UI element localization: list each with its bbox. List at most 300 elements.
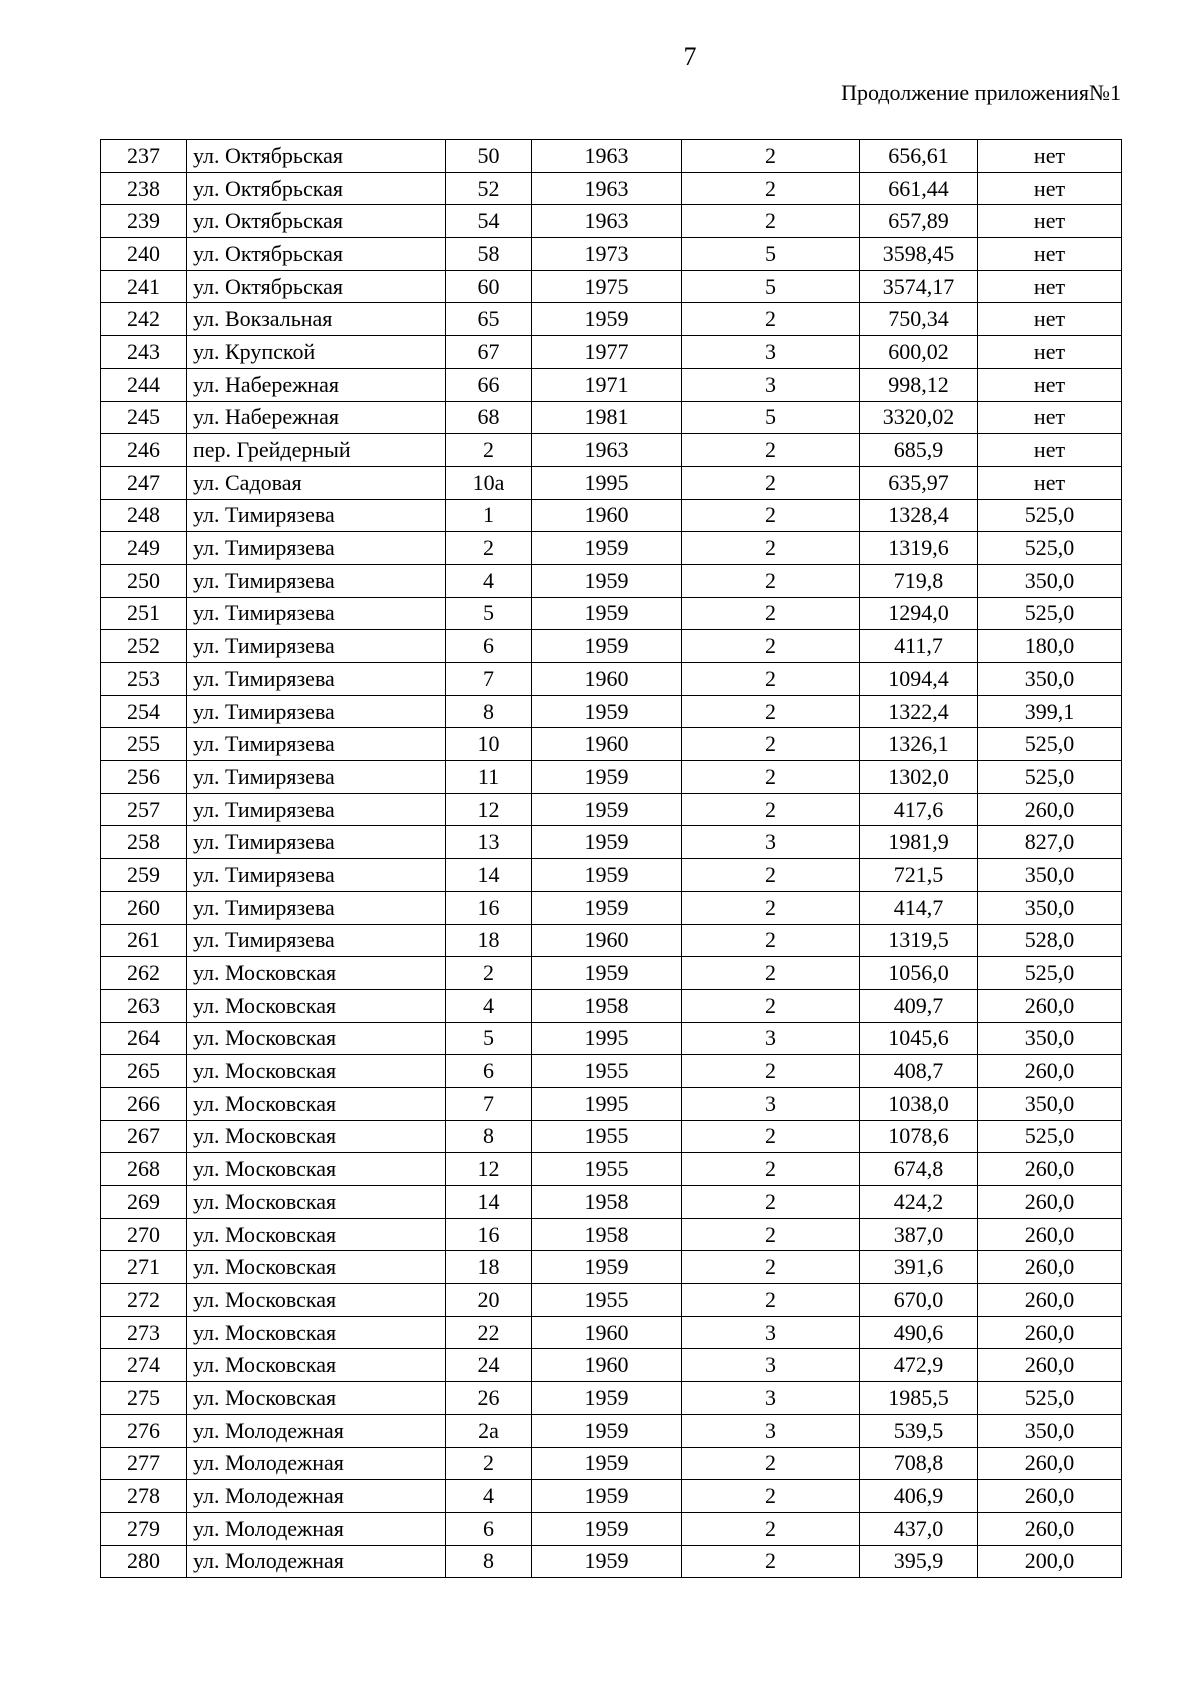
table-row <box>101 466 1122 499</box>
cell-extra: 260,0 <box>978 1153 1122 1186</box>
cell-extra: 399,1 <box>978 695 1122 728</box>
cell-street: ул. Молодежная <box>187 1414 446 1447</box>
cell-house: 5 <box>446 1022 532 1055</box>
cell-number: 240 <box>101 238 187 271</box>
cell-area: 600,02 <box>860 336 978 369</box>
cell-number: 256 <box>101 761 187 794</box>
cell-floors: 2 <box>682 695 860 728</box>
cell-extra: нет <box>978 270 1122 303</box>
cell-floors: 3 <box>682 1414 860 1447</box>
cell-street: ул. Октябрьская <box>187 205 446 238</box>
cell-year: 1960 <box>532 728 682 761</box>
cell-floors: 5 <box>682 238 860 271</box>
cell-year: 1958 <box>532 989 682 1022</box>
cell-house: 12 <box>446 1153 532 1186</box>
cell-house: 66 <box>446 368 532 401</box>
table-row <box>101 1382 1122 1415</box>
cell-street: ул. Набережная <box>187 401 446 434</box>
cell-floors: 2 <box>682 1251 860 1284</box>
cell-house: 26 <box>446 1382 532 1415</box>
cell-number: 254 <box>101 695 187 728</box>
table-row <box>101 303 1122 336</box>
cell-number: 247 <box>101 466 187 499</box>
table-row <box>101 695 1122 728</box>
cell-number: 255 <box>101 728 187 761</box>
cell-area: 685,9 <box>860 434 978 467</box>
cell-floors: 2 <box>682 1153 860 1186</box>
cell-street: ул. Московская <box>187 957 446 990</box>
cell-floors: 2 <box>682 891 860 924</box>
cell-floors: 2 <box>682 564 860 597</box>
cell-year: 1955 <box>532 1153 682 1186</box>
cell-area: 657,89 <box>860 205 978 238</box>
cell-year: 1981 <box>532 401 682 434</box>
cell-number: 278 <box>101 1480 187 1513</box>
cell-year: 1959 <box>532 303 682 336</box>
cell-house: 60 <box>446 270 532 303</box>
cell-house: 20 <box>446 1284 532 1317</box>
cell-number: 275 <box>101 1382 187 1415</box>
cell-area: 1319,6 <box>860 532 978 565</box>
cell-area: 998,12 <box>860 368 978 401</box>
cell-area: 1322,4 <box>860 695 978 728</box>
table-row <box>101 1120 1122 1153</box>
cell-extra: 260,0 <box>978 1349 1122 1382</box>
cell-house: 1 <box>446 499 532 532</box>
cell-area: 3320,02 <box>860 401 978 434</box>
cell-floors: 2 <box>682 172 860 205</box>
cell-floors: 2 <box>682 1120 860 1153</box>
cell-street: ул. Крупской <box>187 336 446 369</box>
cell-number: 280 <box>101 1545 187 1578</box>
cell-extra: 200,0 <box>978 1545 1122 1578</box>
table-row <box>101 172 1122 205</box>
cell-area: 490,6 <box>860 1316 978 1349</box>
table-row <box>101 1447 1122 1480</box>
cell-area: 708,8 <box>860 1447 978 1480</box>
cell-house: 2 <box>446 957 532 990</box>
cell-floors: 3 <box>682 1316 860 1349</box>
cell-floors: 2 <box>682 1512 860 1545</box>
cell-year: 1959 <box>532 1545 682 1578</box>
cell-area: 3598,45 <box>860 238 978 271</box>
cell-year: 1955 <box>532 1120 682 1153</box>
cell-house: 13 <box>446 826 532 859</box>
cell-house: 8 <box>446 1545 532 1578</box>
cell-street: пер. Грейдерный <box>187 434 446 467</box>
cell-extra: 260,0 <box>978 1447 1122 1480</box>
cell-area: 719,8 <box>860 564 978 597</box>
cell-number: 261 <box>101 924 187 957</box>
cell-floors: 3 <box>682 826 860 859</box>
cell-area: 3574,17 <box>860 270 978 303</box>
cell-street: ул. Московская <box>187 1316 446 1349</box>
cell-area: 670,0 <box>860 1284 978 1317</box>
cell-area: 1328,4 <box>860 499 978 532</box>
cell-street: ул. Тимирязева <box>187 891 446 924</box>
cell-street: ул. Садовая <box>187 466 446 499</box>
cell-house: 24 <box>446 1349 532 1382</box>
cell-year: 1963 <box>532 140 682 173</box>
cell-house: 16 <box>446 1218 532 1251</box>
table-row <box>101 1218 1122 1251</box>
table-row <box>101 989 1122 1022</box>
cell-house: 14 <box>446 859 532 892</box>
cell-number: 265 <box>101 1055 187 1088</box>
cell-house: 10 <box>446 728 532 761</box>
cell-extra: 525,0 <box>978 1120 1122 1153</box>
cell-street: ул. Московская <box>187 989 446 1022</box>
cell-street: ул. Московская <box>187 1284 446 1317</box>
cell-number: 241 <box>101 270 187 303</box>
cell-year: 1959 <box>532 597 682 630</box>
cell-year: 1959 <box>532 761 682 794</box>
cell-floors: 2 <box>682 434 860 467</box>
cell-extra: 525,0 <box>978 1382 1122 1415</box>
table-row <box>101 564 1122 597</box>
cell-street: ул. Тимирязева <box>187 564 446 597</box>
cell-floors: 2 <box>682 532 860 565</box>
cell-street: ул. Московская <box>187 1218 446 1251</box>
cell-floors: 2 <box>682 1447 860 1480</box>
cell-year: 1959 <box>532 891 682 924</box>
cell-floors: 5 <box>682 270 860 303</box>
cell-number: 279 <box>101 1512 187 1545</box>
cell-floors: 3 <box>682 1349 860 1382</box>
table-row <box>101 663 1122 696</box>
cell-extra: 350,0 <box>978 663 1122 696</box>
cell-street: ул. Октябрьская <box>187 172 446 205</box>
cell-area: 472,9 <box>860 1349 978 1382</box>
cell-house: 52 <box>446 172 532 205</box>
cell-extra: 260,0 <box>978 1512 1122 1545</box>
cell-extra: 260,0 <box>978 1218 1122 1251</box>
cell-extra: 350,0 <box>978 1087 1122 1120</box>
cell-number: 263 <box>101 989 187 1022</box>
cell-floors: 2 <box>682 499 860 532</box>
cell-floors: 2 <box>682 205 860 238</box>
table-row <box>101 1316 1122 1349</box>
cell-extra: нет <box>978 205 1122 238</box>
table-row <box>101 1284 1122 1317</box>
cell-extra: 260,0 <box>978 1316 1122 1349</box>
cell-area: 674,8 <box>860 1153 978 1186</box>
cell-extra: 525,0 <box>978 499 1122 532</box>
cell-year: 1959 <box>532 957 682 990</box>
cell-house: 7 <box>446 663 532 696</box>
cell-year: 1955 <box>532 1284 682 1317</box>
cell-year: 1959 <box>532 859 682 892</box>
table-row <box>101 368 1122 401</box>
cell-number: 237 <box>101 140 187 173</box>
cell-number: 257 <box>101 793 187 826</box>
table-row <box>101 761 1122 794</box>
cell-floors: 3 <box>682 1382 860 1415</box>
cell-area: 539,5 <box>860 1414 978 1447</box>
cell-number: 242 <box>101 303 187 336</box>
table-row <box>101 1512 1122 1545</box>
cell-extra: 525,0 <box>978 532 1122 565</box>
cell-floors: 2 <box>682 466 860 499</box>
cell-floors: 2 <box>682 597 860 630</box>
table-row <box>101 826 1122 859</box>
cell-house: 18 <box>446 1251 532 1284</box>
cell-extra: нет <box>978 140 1122 173</box>
cell-street: ул. Тимирязева <box>187 695 446 728</box>
table-row <box>101 1414 1122 1447</box>
cell-house: 4 <box>446 1480 532 1513</box>
cell-year: 1959 <box>532 793 682 826</box>
cell-extra: нет <box>978 368 1122 401</box>
cell-floors: 2 <box>682 140 860 173</box>
cell-area: 408,7 <box>860 1055 978 1088</box>
cell-extra: 260,0 <box>978 1251 1122 1284</box>
cell-area: 391,6 <box>860 1251 978 1284</box>
cell-street: ул. Тимирязева <box>187 761 446 794</box>
cell-street: ул. Тимирязева <box>187 499 446 532</box>
cell-year: 1960 <box>532 1349 682 1382</box>
cell-extra: нет <box>978 303 1122 336</box>
table-row <box>101 728 1122 761</box>
cell-floors: 2 <box>682 793 860 826</box>
cell-street: ул. Молодежная <box>187 1447 446 1480</box>
cell-year: 1959 <box>532 1414 682 1447</box>
cell-year: 1963 <box>532 172 682 205</box>
cell-year: 1959 <box>532 695 682 728</box>
cell-year: 1955 <box>532 1055 682 1088</box>
cell-year: 1995 <box>532 1022 682 1055</box>
cell-extra: 525,0 <box>978 957 1122 990</box>
cell-area: 1985,5 <box>860 1382 978 1415</box>
cell-extra: 260,0 <box>978 793 1122 826</box>
cell-number: 272 <box>101 1284 187 1317</box>
cell-extra: нет <box>978 466 1122 499</box>
cell-extra: 350,0 <box>978 891 1122 924</box>
cell-floors: 2 <box>682 728 860 761</box>
cell-number: 249 <box>101 532 187 565</box>
cell-extra: нет <box>978 336 1122 369</box>
table-row <box>101 205 1122 238</box>
table-row <box>101 793 1122 826</box>
cell-area: 661,44 <box>860 172 978 205</box>
cell-house: 58 <box>446 238 532 271</box>
cell-year: 1960 <box>532 499 682 532</box>
cell-year: 1959 <box>532 1512 682 1545</box>
cell-extra: 350,0 <box>978 859 1122 892</box>
cell-street: ул. Тимирязева <box>187 728 446 761</box>
cell-number: 267 <box>101 1120 187 1153</box>
cell-house: 2а <box>446 1414 532 1447</box>
cell-area: 387,0 <box>860 1218 978 1251</box>
cell-year: 1959 <box>532 1382 682 1415</box>
cell-floors: 3 <box>682 368 860 401</box>
cell-street: ул. Молодежная <box>187 1512 446 1545</box>
cell-house: 50 <box>446 140 532 173</box>
cell-number: 259 <box>101 859 187 892</box>
cell-street: ул. Московская <box>187 1153 446 1186</box>
cell-floors: 2 <box>682 1545 860 1578</box>
cell-area: 395,9 <box>860 1545 978 1578</box>
cell-floors: 3 <box>682 336 860 369</box>
cell-house: 14 <box>446 1186 532 1219</box>
table-row <box>101 1087 1122 1120</box>
table-row <box>101 336 1122 369</box>
cell-extra: 260,0 <box>978 1284 1122 1317</box>
cell-house: 12 <box>446 793 532 826</box>
table-row <box>101 1022 1122 1055</box>
table-row <box>101 434 1122 467</box>
table-row <box>101 499 1122 532</box>
cell-number: 238 <box>101 172 187 205</box>
table-row <box>101 1251 1122 1284</box>
cell-area: 750,34 <box>860 303 978 336</box>
cell-area: 1302,0 <box>860 761 978 794</box>
table-row <box>101 1480 1122 1513</box>
cell-street: ул. Вокзальная <box>187 303 446 336</box>
cell-area: 424,2 <box>860 1186 978 1219</box>
cell-floors: 2 <box>682 663 860 696</box>
cell-year: 1963 <box>532 434 682 467</box>
cell-area: 1045,6 <box>860 1022 978 1055</box>
table-row <box>101 1349 1122 1382</box>
cell-floors: 3 <box>682 1022 860 1055</box>
cell-floors: 5 <box>682 401 860 434</box>
cell-area: 1078,6 <box>860 1120 978 1153</box>
cell-floors: 2 <box>682 957 860 990</box>
table-row <box>101 1055 1122 1088</box>
cell-year: 1959 <box>532 564 682 597</box>
cell-area: 409,7 <box>860 989 978 1022</box>
cell-year: 1960 <box>532 924 682 957</box>
cell-extra: 350,0 <box>978 564 1122 597</box>
cell-number: 271 <box>101 1251 187 1284</box>
table-row <box>101 597 1122 630</box>
cell-street: ул. Октябрьская <box>187 238 446 271</box>
cell-extra: 350,0 <box>978 1414 1122 1447</box>
cell-extra: 260,0 <box>978 989 1122 1022</box>
cell-floors: 3 <box>682 1087 860 1120</box>
cell-street: ул. Октябрьская <box>187 140 446 173</box>
cell-house: 4 <box>446 989 532 1022</box>
table-row <box>101 140 1122 173</box>
cell-house: 68 <box>446 401 532 434</box>
cell-house: 10а <box>446 466 532 499</box>
table-row <box>101 270 1122 303</box>
cell-number: 253 <box>101 663 187 696</box>
cell-street: ул. Тимирязева <box>187 924 446 957</box>
cell-extra: 260,0 <box>978 1186 1122 1219</box>
cell-floors: 2 <box>682 1218 860 1251</box>
cell-house: 6 <box>446 630 532 663</box>
cell-house: 6 <box>446 1055 532 1088</box>
cell-year: 1959 <box>532 1251 682 1284</box>
cell-house: 67 <box>446 336 532 369</box>
cell-number: 251 <box>101 597 187 630</box>
cell-house: 22 <box>446 1316 532 1349</box>
cell-house: 54 <box>446 205 532 238</box>
cell-house: 18 <box>446 924 532 957</box>
cell-extra: нет <box>978 238 1122 271</box>
cell-floors: 2 <box>682 630 860 663</box>
table-row <box>101 1153 1122 1186</box>
cell-area: 1056,0 <box>860 957 978 990</box>
cell-number: 250 <box>101 564 187 597</box>
cell-floors: 2 <box>682 761 860 794</box>
cell-number: 258 <box>101 826 187 859</box>
cell-extra: нет <box>978 434 1122 467</box>
cell-number: 239 <box>101 205 187 238</box>
cell-area: 414,7 <box>860 891 978 924</box>
table-row <box>101 859 1122 892</box>
cell-extra: 525,0 <box>978 597 1122 630</box>
cell-year: 1960 <box>532 1316 682 1349</box>
cell-number: 244 <box>101 368 187 401</box>
housing-registry-table <box>100 139 1122 1578</box>
table-row <box>101 1186 1122 1219</box>
table-row <box>101 924 1122 957</box>
cell-year: 1959 <box>532 630 682 663</box>
cell-area: 417,6 <box>860 793 978 826</box>
cell-number: 246 <box>101 434 187 467</box>
table-body <box>101 140 1122 1578</box>
cell-area: 1094,4 <box>860 663 978 696</box>
cell-year: 1995 <box>532 1087 682 1120</box>
cell-street: ул. Московская <box>187 1055 446 1088</box>
cell-year: 1995 <box>532 466 682 499</box>
cell-extra: 260,0 <box>978 1480 1122 1513</box>
cell-street: ул. Московская <box>187 1186 446 1219</box>
cell-floors: 2 <box>682 303 860 336</box>
cell-house: 7 <box>446 1087 532 1120</box>
cell-extra: 525,0 <box>978 728 1122 761</box>
cell-house: 8 <box>446 1120 532 1153</box>
cell-year: 1971 <box>532 368 682 401</box>
cell-number: 273 <box>101 1316 187 1349</box>
cell-year: 1963 <box>532 205 682 238</box>
cell-house: 65 <box>446 303 532 336</box>
cell-street: ул. Тимирязева <box>187 597 446 630</box>
cell-area: 1326,1 <box>860 728 978 761</box>
cell-house: 11 <box>446 761 532 794</box>
cell-floors: 2 <box>682 924 860 957</box>
cell-number: 274 <box>101 1349 187 1382</box>
cell-number: 262 <box>101 957 187 990</box>
cell-area: 1319,5 <box>860 924 978 957</box>
cell-area: 721,5 <box>860 859 978 892</box>
cell-number: 269 <box>101 1186 187 1219</box>
cell-area: 411,7 <box>860 630 978 663</box>
cell-floors: 2 <box>682 859 860 892</box>
cell-floors: 2 <box>682 1055 860 1088</box>
cell-street: ул. Тимирязева <box>187 793 446 826</box>
cell-year: 1959 <box>532 532 682 565</box>
cell-area: 1294,0 <box>860 597 978 630</box>
cell-year: 1959 <box>532 826 682 859</box>
cell-street: ул. Тимирязева <box>187 630 446 663</box>
cell-street: ул. Октябрьская <box>187 270 446 303</box>
cell-extra: 260,0 <box>978 1055 1122 1088</box>
cell-house: 5 <box>446 597 532 630</box>
cell-house: 4 <box>446 564 532 597</box>
table-row <box>101 238 1122 271</box>
cell-street: ул. Молодежная <box>187 1480 446 1513</box>
cell-number: 266 <box>101 1087 187 1120</box>
cell-year: 1975 <box>532 270 682 303</box>
cell-area: 1038,0 <box>860 1087 978 1120</box>
cell-number: 248 <box>101 499 187 532</box>
cell-number: 243 <box>101 336 187 369</box>
table-row <box>101 630 1122 663</box>
